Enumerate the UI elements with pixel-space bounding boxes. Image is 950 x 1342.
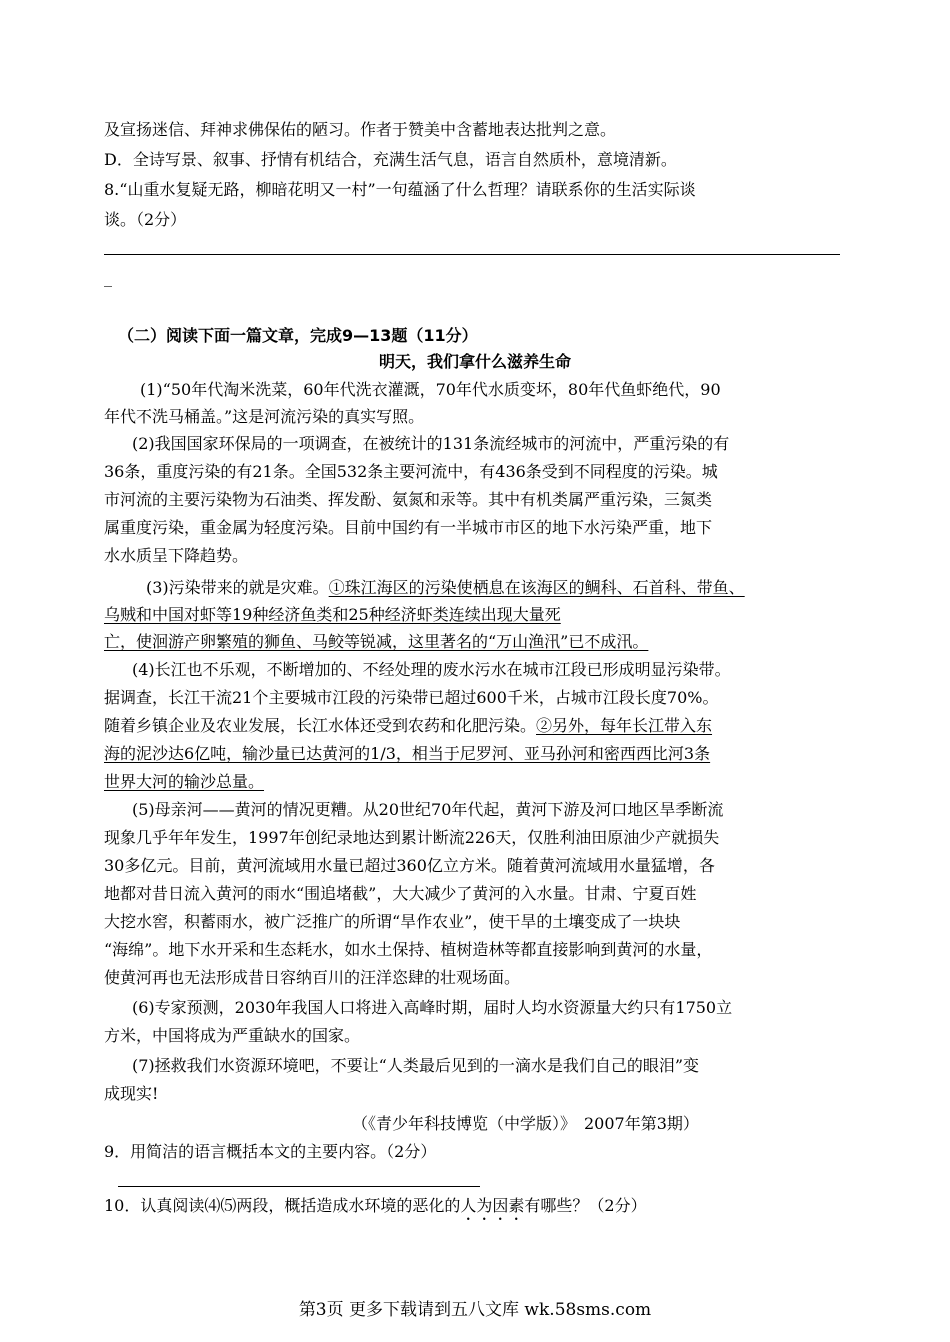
paragraph-3-lead: (3)污染带来的就是灾难。 <box>146 578 329 597</box>
paragraph-5-line4: 地都对昔日流入黄河的雨水“围追堵截”，大大减少了黄河的入水量。甘肃、宁夏百姓 <box>104 884 697 903</box>
section-heading: （二）阅读下面一篇文章，完成9—13题（11分） <box>118 326 478 345</box>
underlined-sentence-1-part2: 乌贼和中国对虾等19种经济鱼类和25种经济虾类连续出现大量死 <box>104 605 561 624</box>
paragraph-4-line1: (4)长江也不乐观，不断增加的、不经处理的废水污水在城市江段已形成明显污染带。 <box>132 660 731 679</box>
paragraph-5-line1: (5)母亲河——黄河的情况更糟。从20世纪70年代起，黄河下游及河口地区旱季断流 <box>132 800 724 819</box>
answer-line-8 <box>104 254 840 255</box>
question-10 <box>104 1196 647 1224</box>
paragraph-2-line2: 36条，重度污染的有21条。全国532条主要河流中，有436条受到不同程度的污染。城 <box>104 462 718 481</box>
underlined-sentence-1-part3: 亡，使洄游产卵繁殖的狮鱼、马鲛等锐减，这里著名的“万山渔汛”已不成汛。 <box>104 632 649 651</box>
paragraph-5-line5: 大挖水窖，积蓄雨水，被广泛推广的所谓“旱作农业”，使干旱的土壤变成了一块块 <box>104 912 681 931</box>
paragraph-6-line1: (6)专家预测，2030年我国人口将进入高峰时期，届时人均水资源量大约只有1750立 <box>132 998 733 1017</box>
paragraph-6-line2: 方米，中国将成为严重缺水的国家。 <box>104 1026 361 1045</box>
paragraph-5-line3: 30多亿元。目前，黄河流域用水量已超过360亿立方米。随着黄河流域用水量猛增，各 <box>104 856 715 875</box>
paragraph-2-line3: 市河流的主要污染物为石油类、挥发酚、氨氮和汞等。其中有机类属严重污染，三氮类 <box>104 490 713 509</box>
paragraph-5-line7: 使黄河再也无法形成昔日容纳百川的汪洋恣肆的壮观场面。 <box>104 968 521 987</box>
paragraph-7-line2: 成现实! <box>104 1084 159 1103</box>
answer-line-9 <box>118 1186 480 1187</box>
paragraph-4-line3-text: 随着乡镇企业及农业发展，长江水体还受到农药和化肥污染。 <box>104 716 537 735</box>
article-title: 明天，我们拿什么滋养生命 <box>378 352 571 371</box>
question-8-line1: 8.“山重水复疑无路，柳暗花明又一村”一句蕴涵了什么哲理？请联系你的生活实际谈 <box>104 180 696 199</box>
paragraph-5-line6: “海绵”。地下水开采和生态耗水，如水土保持、植树造林等都直接影响到黄河的水量， <box>104 940 713 959</box>
paragraph-5-line2: 现象几乎年年发生，1997年创纪录地达到累计断流226天，仅胜利油田原油少产就损失 <box>104 828 720 847</box>
article-source: （《青少年科技博览（中学版）》 2007年第3期） <box>352 1114 699 1133</box>
underlined-sentence-1-part1: ①珠江海区的污染使栖息在该海区的鲷科、石首科、带鱼、 <box>328 578 745 597</box>
paragraph-1-line2: 年代不洗马桶盖。”这是河流污染的真实写照。 <box>104 407 425 426</box>
question-10-emphasis: 人为因素 <box>460 1196 525 1215</box>
option-c-continuation: 及宣扬迷信、拜神求佛保佑的陋习。作者于赞美中含蓄地表达批判之意。 <box>104 120 617 139</box>
page-footer: 第3页 更多下载请到五八文库 wk.58sms.com <box>298 1300 652 1320</box>
paragraph-2-line1: (2)我国国家环保局的一项调查，在被统计的131条流经城市的河流中，严重污染的有 <box>132 434 730 453</box>
paragraph-2-line4: 属重度污染，重金属为轻度污染。目前中国约有一半城市市区的地下水污染严重，地下 <box>104 518 713 537</box>
paragraph-4-line2: 据调查，长江干流21个主要城市江段的污染带已超过600千米，占城市江段长度70%。 <box>104 688 719 707</box>
paragraph-4-line3 <box>104 716 712 736</box>
paragraph-2-line5: 水水质呈下降趋势。 <box>104 546 249 565</box>
question-10-text: 10．认真阅读⑷⑸两段，概括造成水环境的恶化的 <box>104 1196 461 1215</box>
paragraph-3-line1 <box>146 578 745 598</box>
question-10-tail: 有哪些？（2分） <box>524 1196 647 1215</box>
option-d: D．全诗写景、叙事、抒情有机结合，充满生活气息，语言自然质朴，意境清新。 <box>104 150 677 169</box>
answer-dash: _ <box>104 268 112 287</box>
paragraph-7-line1: (7)拯救我们水资源环境吧，不要让“人类最后见到的一滴水是我们自己的眼泪”变 <box>132 1056 700 1075</box>
question-8-line2: 谈。（2分） <box>104 210 187 229</box>
paragraph-1-line1: (1)“50年代淘米洗菜，60年代洗衣灌溉，70年代水质变坏，80年代鱼虾绝代，90 <box>140 380 721 399</box>
underlined-sentence-2-part2: 海的泥沙达6亿吨，输沙量已达黄河的1/3，相当于尼罗河、亚马孙河和密西西比河3条 <box>104 744 711 763</box>
underlined-sentence-2-part3: 世界大河的输沙总量。 <box>104 772 265 791</box>
question-9: 9．用简洁的语言概括本文的主要内容。（2分） <box>104 1142 437 1161</box>
underlined-sentence-2-part1: ②另外，每年长江带入东 <box>536 716 713 735</box>
